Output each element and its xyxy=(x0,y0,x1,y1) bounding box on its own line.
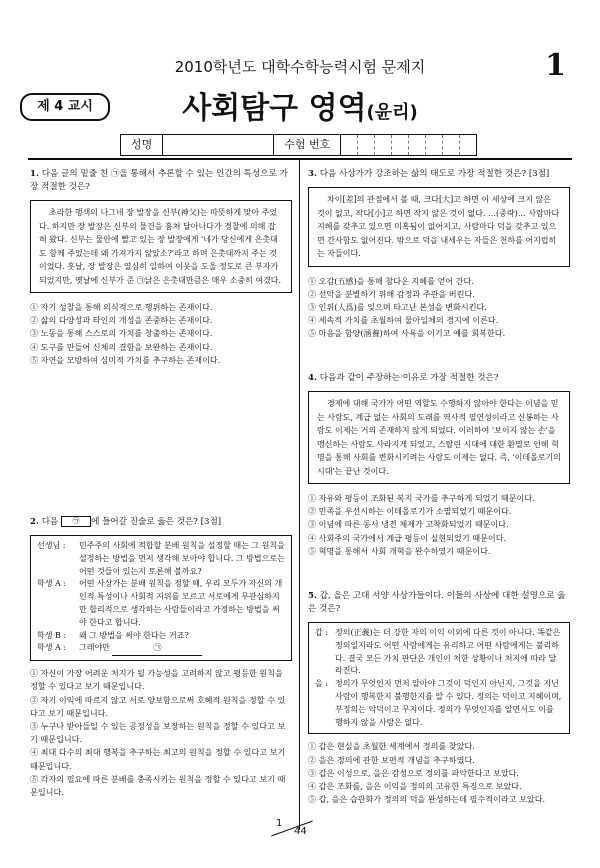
q2-stem-pre: 다음 xyxy=(41,517,59,527)
q2-stem-box: ㉠ xyxy=(61,516,91,527)
dialog-line xyxy=(37,642,285,656)
question-3 xyxy=(308,168,570,341)
page-total: 44 xyxy=(294,826,307,837)
q2-option[interactable]: ① 자신이 가장 어려운 처지가 될 가능성을 고려하지 않고 평등한 원칙을 정할 수 있다고 보기 때문입니다. xyxy=(30,668,283,692)
q2-option[interactable]: ② 자기 이익에 따르지 않고 서로 양보함으로써 호혜적 원칙을 정할 수 있다고 보기 때문입니다. xyxy=(30,694,286,718)
q3-option[interactable]: ① 오감(五感)을 통해 참다운 지혜를 얻어 간다. xyxy=(308,275,474,286)
subject-name: 사회탐구 영역 xyxy=(182,91,367,126)
q3-option[interactable]: ⑤ 마음을 함양(涵養)하여 사욕을 이기고 예를 회복한다. xyxy=(308,328,506,339)
q1-option[interactable]: ④ 도구를 만들어 신체의 결함을 보완하는 존재이다. xyxy=(30,341,213,352)
q2-option[interactable]: ③ 누구나 받아들일 수 있는 공정성을 보장하는 원칙을 정할 수 있다고 보기 때문입니다. xyxy=(30,720,286,745)
dialog-line xyxy=(37,630,285,643)
q5-option[interactable]: ③ 갑은 이성으로, 을은 감성으로 정의를 파악한다고 보았다. xyxy=(308,767,520,778)
page-number: 1 xyxy=(276,818,283,829)
q2-option[interactable]: ⑤ 각자의 필요에 따른 분배를 충족시키는 원칙을 정할 수 있다고 보기 때문입니다. xyxy=(30,773,286,797)
dialog-line xyxy=(37,540,285,578)
q4-stem: 다음과 같이 주장하는 이유로 가장 적절한 것은? xyxy=(319,373,499,383)
question-4 xyxy=(308,372,570,558)
q2-option[interactable]: ④ 최대 다수의 최대 행복을 추구하는 최고의 원칙을 정할 수 있다고 보기 때문입니다. xyxy=(30,747,286,771)
name-field[interactable] xyxy=(163,135,274,155)
exam-no-cell[interactable] xyxy=(341,135,358,155)
q4-option[interactable]: ② 민족을 우선시하는 이데올로기가 소멸되었기 때문이다. xyxy=(308,506,512,517)
q1-option[interactable]: ② 삶의 다양성과 타인의 개성을 존중하는 존재이다. xyxy=(30,315,213,326)
q1-option[interactable]: ① 자기 성찰을 통해 의식적으로 행위하는 존재이다. xyxy=(30,302,213,312)
page-footer xyxy=(268,818,318,840)
blank-answer: ㉠ xyxy=(112,642,202,656)
q3-stem: 다음 사상가가 강조하는 삶의 태도로 가장 적절한 것은? [3점] xyxy=(319,169,550,179)
exam-no-cell[interactable] xyxy=(409,135,426,155)
speaker: 갑 : xyxy=(315,628,328,637)
q5-option[interactable]: ④ 갑은 조화를, 을은 이익을 정의의 고유한 특징으로 보았다. xyxy=(308,780,522,791)
q4-passage: 경제에 대해 국가가 어떤 역할도 수행하지 않아야 한다는 이념을 믿는 사람도, 계급 없는 사회의 도래를 역사적 필연성이라고 신봉하는 사람도 이제는 거의 존재하지 않게 되었다. 이러하여 '보이지 않는 손'을 맹신하는 사람도 사라지게 되었고, 스탈린 시대에 대한 환멸로 인해 혁명을 통해 사회를 변화시키려는 사람도 이제는 없다. 즉, '이데올로기의 시대'는 끝난 것이다. xyxy=(308,391,570,484)
page-mark: 1 xyxy=(545,48,566,83)
q1-option[interactable]: ⑤ 자연을 모방하여 심미적 가치를 추구하는 존재이다. xyxy=(30,354,221,365)
utterance: 어떤 사상가는 분배 원칙을 정할 때, 우리 모두가 자신의 개인적 특성이나 사회적 지위를 모르고 서로에게 무관심하지만 합리적으로 생각하는 사람들이라고 가정하는 방법을 써야 한다고 합니다. xyxy=(79,579,283,627)
utterance: 정의(正義)는 더 강한 자의 이익 이외에 다른 것이 아니다. 똑같은 정의일지라도 어떤 사람에게는 유리하고 어떤 사람에게는 불리하다. 결국 모든 가치 판단은 개인이 처한 상황이나 처지에 따라 달라진다. xyxy=(335,628,561,676)
q3-option[interactable]: ③ 인위(人爲)를 잊으며 타고난 본성을 변화시킨다. xyxy=(308,301,487,312)
id-row xyxy=(120,134,477,156)
q3-option[interactable]: ② 선악을 분별하기 위해 감정과 주관을 버린다. xyxy=(308,288,475,299)
q2-dialog xyxy=(30,535,292,661)
q5-option[interactable]: ① 갑은 현실을 초월한 세계에서 정의를 찾았다. xyxy=(308,741,475,752)
q1-passage: 초라한 행색의 나그네 장 발장을 신부(神父)는 따뜻하게 맞아 주었다. 하지만 장 발장은 신부의 물건을 훔쳐 달아나다가 경찰에 의해 잡혀 왔다. 신부는 물안에 빨고 있는 장 발장에게 '네가 당신에게 은촛대도 함께 주었는데 왜 가져가지 않았소?'라고 하며 은촛대까지 주는 것이었다. 훗날, 장 발장은 열심히 일하여 이웃을 도울 정도로 큰 부자가 되었지만, 옛날에 신부가 준 ㉠낡은 은촛대만큼은 매우 소중히 여겼다. xyxy=(30,200,292,293)
q5-option[interactable]: ② 을은 정의에 관한 보편적 개념을 추구하였다. xyxy=(308,754,475,765)
speaker: 선생님 : xyxy=(37,541,66,550)
exam-no-cell[interactable] xyxy=(443,135,460,155)
speaker: 학생 A : xyxy=(37,643,67,653)
q4-option[interactable]: ⑤ 혁명을 통해서 사회 개혁을 완수하였기 때문이다. xyxy=(308,545,491,556)
q1-number: 1. xyxy=(30,169,39,179)
q2-stem-post: 에 들어갈 진술로 옳은 것은? [3점] xyxy=(91,517,222,527)
dialog-line xyxy=(315,627,563,678)
exam-no-label: 수험 번호 xyxy=(274,135,341,155)
q5-passage xyxy=(308,622,570,734)
header-rule xyxy=(28,158,572,160)
question-1 xyxy=(30,168,292,367)
dialog-line xyxy=(37,578,285,629)
utterance: 그래야만 xyxy=(79,643,110,653)
speaker: 학생 A : xyxy=(37,579,67,589)
q1-option[interactable]: ③ 노동을 통해 스스로의 가치를 창출하는 존재이다. xyxy=(30,328,213,339)
utterance: 민주주의 사회에 적합할 분배 원칙을 설정할 때는 그 원칙을 설정하는 방법을 먼저 생각해 보아야 합니다. 그 방법으로는 어떤 것들이 있는지 토론해 볼까요? xyxy=(79,541,285,576)
q3-option[interactable]: ④ 세속적 가치를 초월하여 물아일체의 경지에 이른다. xyxy=(308,315,499,326)
name-label: 성명 xyxy=(121,135,163,155)
exam-no-cell[interactable] xyxy=(375,135,392,155)
question-5 xyxy=(308,590,570,806)
q5-option[interactable]: ⑤ 갑, 을은 습관화가 정의의 덕을 완성하는데 필수적이라고 보았다. xyxy=(308,794,546,805)
exam-no-cell[interactable] xyxy=(426,135,443,155)
q4-option[interactable]: ① 자유와 평등이 조화된 복지 국가를 추구하게 되었기 때문이다. xyxy=(308,493,535,503)
exam-no-cell[interactable] xyxy=(392,135,409,155)
utterance: 정의가 무엇인지 먼저 알아야 그것이 덕인지 아닌지, 그것을 지닌 사람이 행복한지 불행한지를 알 수 있다. 정의는 덕이고 지혜이며, 부정의는 악덕이고 무지이다. 정의가 무엇인지를 알면서도 이를 행하지 않을 사람은 없다. xyxy=(335,679,562,727)
session-badge: 제 4 교시 xyxy=(20,93,110,121)
speaker: 을 : xyxy=(315,679,328,689)
exam-no-cell[interactable] xyxy=(358,135,375,155)
dialog-line xyxy=(315,678,563,729)
q1-stem: 다음 글의 밑줄 친 ㉠을 통해서 추론할 수 있는 인간의 특성으로 가장 적절한 것은? xyxy=(30,169,288,192)
q4-option[interactable]: ④ 사회주의 국가에서 계급 평등이 실현되었기 때문이다. xyxy=(308,532,507,543)
q3-number: 3. xyxy=(308,169,317,179)
q3-passage: 차이[差]의 관점에서 볼 때, 크다[大]고 하면 이 세상에 크지 않은 것이 없고, 작다[小]고 하면 작지 않은 것이 없다. …(중략)… 사람마다 지혜를 갖추고 있으면 미혹됨이 없어지고, 사람마다 덕을 갖추고 있으면 간사함도 없어진다. 밖으로 덕을 내세우는 자들은 천하를 어지럽히는 자들이다. xyxy=(308,187,570,267)
exam-no-cell[interactable] xyxy=(460,135,476,155)
q5-number: 5. xyxy=(308,591,317,601)
question-2 xyxy=(30,516,292,799)
q4-number: 4. xyxy=(308,373,317,383)
q2-number: 2. xyxy=(30,517,39,527)
q4-option[interactable]: ③ 이념에 따른 동서 냉전 체제가 고착화되었기 때문이다. xyxy=(308,519,509,530)
exam-title: 2010학년도 대학수학능력시험 문제지 xyxy=(174,58,426,76)
subject-title xyxy=(0,83,600,127)
column-divider xyxy=(299,160,300,830)
q5-stem: 갑, 을은 고대 서양 사상가들이다. 이들의 사상에 대한 설명으로 옳은 것은? xyxy=(308,591,566,614)
utterance: 왜 그 방법을 써야 한다는 거죠? xyxy=(79,630,189,640)
speaker: 학생 B : xyxy=(37,630,67,640)
subject-sub: (윤리) xyxy=(366,102,418,123)
